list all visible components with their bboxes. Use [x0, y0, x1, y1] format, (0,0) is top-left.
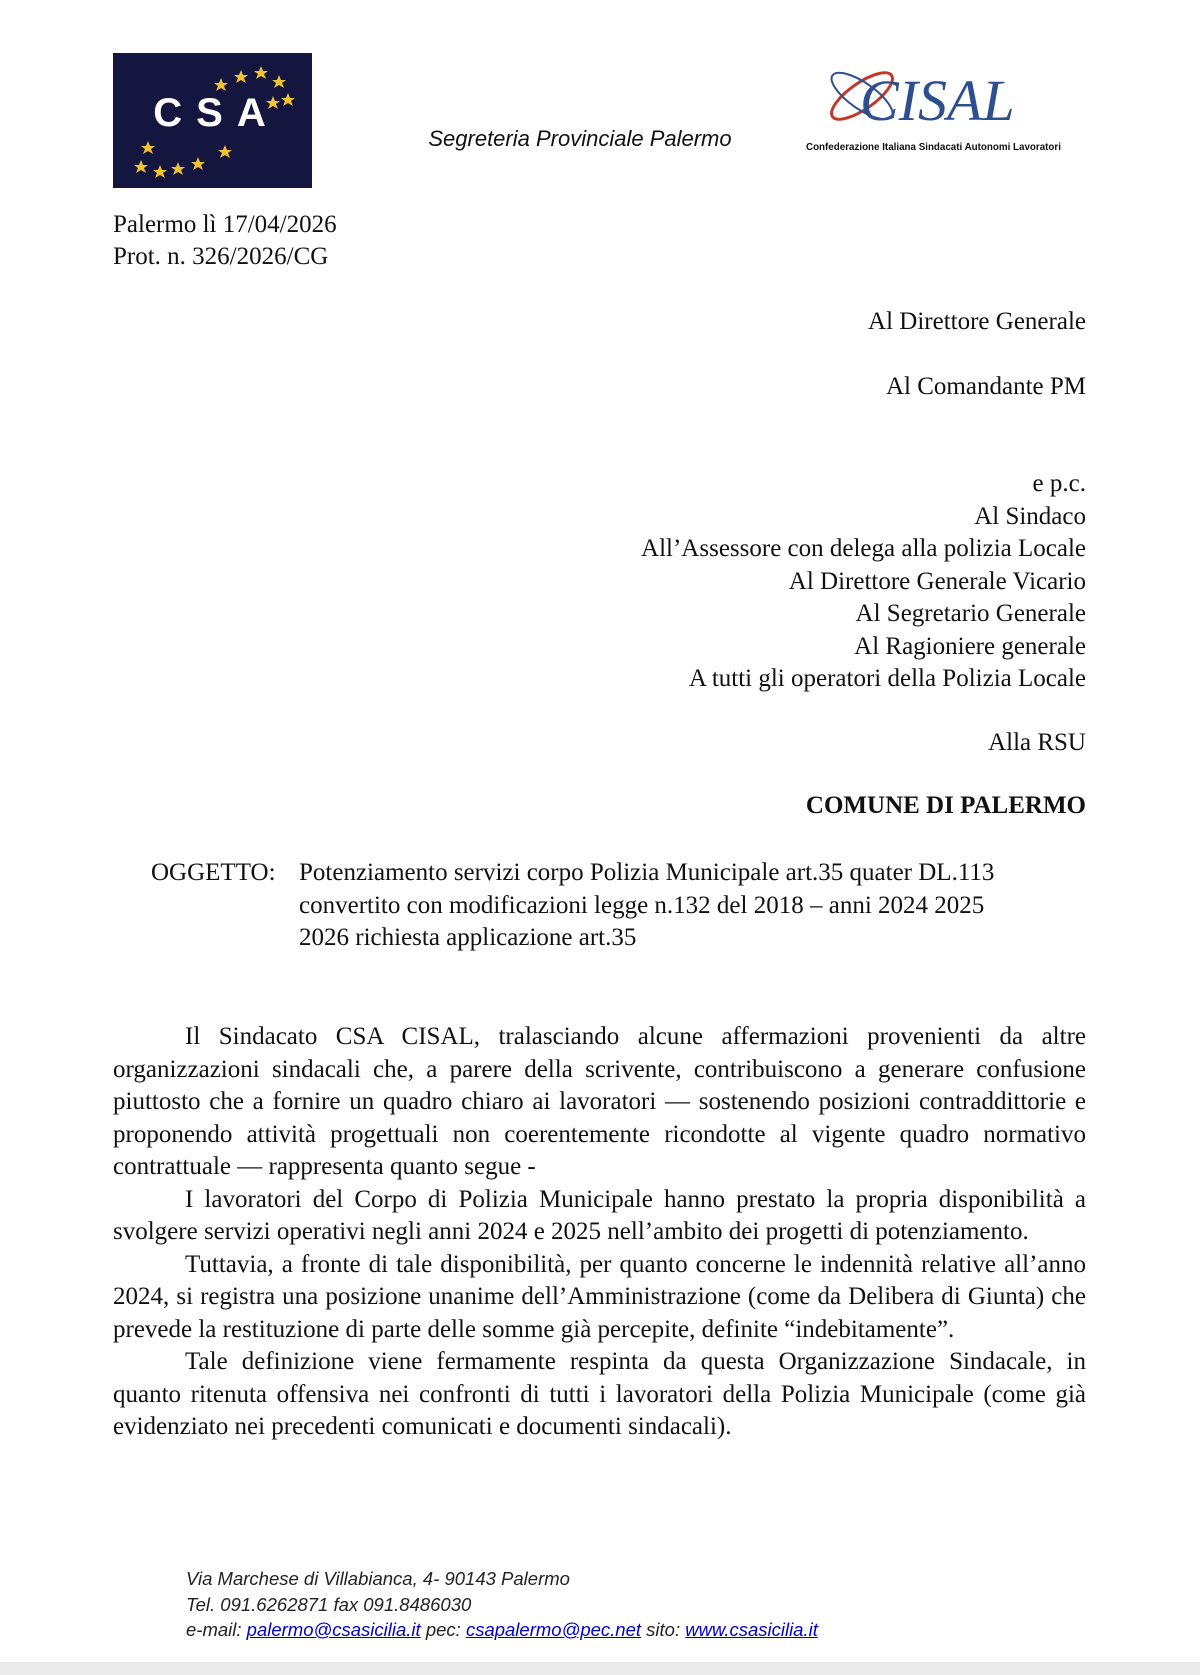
- csa-logo-text: CSA: [153, 91, 280, 135]
- footer-contacts: [186, 1617, 818, 1643]
- body-paragraph: Tale definizione viene fermamente respinta da questa Organizzazione Sindacale, in quanto ritenuta offensiva nei confronti di tutti i lavoratori della Polizia Municipale (come già evidenziato nei precedenti comunicati e documenti sindacali).: [113, 1348, 1086, 1440]
- entity-name: COMUNE DI PALERMO: [805, 792, 1086, 819]
- cc-item: Al Direttore Generale Vicario: [788, 567, 1086, 595]
- cc-recipients: [641, 468, 1086, 696]
- footer: [186, 1566, 818, 1643]
- csa-logo: [113, 53, 312, 188]
- subject-line: convertito con modificazioni legge n.132 del 2018 – anni 2024 2025: [299, 891, 985, 919]
- site-link[interactable]: www.csasicilia.it: [685, 1619, 818, 1640]
- cisal-logo-text: CISAL: [860, 68, 1015, 133]
- subject-line: Potenziamento servizi corpo Polizia Municipale art.35 quater DL.113: [299, 859, 995, 886]
- recipient-commander: Al Comandante PM: [886, 373, 1086, 400]
- pec-link[interactable]: csapalermo@pec.net: [465, 1619, 642, 1640]
- date-protocol: [113, 209, 337, 273]
- footer-address: Via Marchese di Villabianca, 4- 90143 Palermo: [186, 1568, 570, 1589]
- protocol-number: Prot. n. 326/2026/CG: [113, 243, 329, 270]
- header-title: Segreteria Provinciale Palermo: [428, 126, 732, 151]
- cc-item: A tutti gli operatori della Polizia Locale: [688, 665, 1086, 692]
- cc-label: e p.c.: [1032, 470, 1086, 497]
- cc-item: Al Sindaco: [974, 502, 1086, 530]
- body-paragraph: Il Sindacato CSA CISAL, tralasciando alcune affermazioni provenienti da altre organizzazioni sindacali che, a parere della scrivente, contribuiscono a generare confusione piuttosto che a fornire un quadro chiaro ai lavoratori — sostenendo posizioni contraddittorie e proponendo attività progettuali non coerentemente ricondotte al vigente quadro normativo contrattuale — rappresenta quanto segue -: [113, 1023, 1086, 1180]
- page-bottom-strip: [0, 1662, 1200, 1675]
- cc-item: Al Ragioniere generale: [854, 632, 1086, 660]
- pec-label: pec:: [425, 1619, 461, 1640]
- recipient-director: Al Direttore Generale: [868, 308, 1086, 335]
- body-paragraph: I lavoratori del Corpo di Polizia Municipale hanno prestato la propria disponibilità a svolgere servizi operativi negli anni 2024 e 2025 nell’ambito dei progetti di potenziamento.: [113, 1185, 1086, 1245]
- date-line: Palermo lì 17/04/2026: [113, 211, 337, 238]
- letter-body: [113, 1021, 1086, 1444]
- cisal-tagline: Confederazione Italiana Sindacati Autonomi Lavoratori: [806, 142, 1061, 153]
- cc-item: Al Segretario Generale: [855, 600, 1086, 627]
- email-label: e-mail:: [186, 1619, 242, 1640]
- site-label: sito:: [646, 1619, 681, 1640]
- subject-text: [299, 857, 1086, 955]
- subject-line: 2026 richiesta applicazione art.35: [299, 924, 637, 951]
- recipient-rsu: Alla RSU: [988, 729, 1086, 756]
- body-paragraph: Tuttavia, a fronte di tale disponibilità, per quanto concerne le indennità relative all’anno 2024, si registra una posizione unanime dell’Amministrazione (come da Delibera di Giunta) che prevede la restituzione di parte delle somme già percepite, definite “indebitamente”.: [113, 1250, 1086, 1343]
- email-link[interactable]: palermo@csasicilia.it: [246, 1619, 421, 1640]
- footer-phone: Tel. 091.6262871 fax 091.8486030: [186, 1593, 472, 1615]
- subject-label: OGGETTO:: [151, 859, 276, 886]
- cc-item: All’Assessore con delega alla polizia Locale: [641, 535, 1086, 562]
